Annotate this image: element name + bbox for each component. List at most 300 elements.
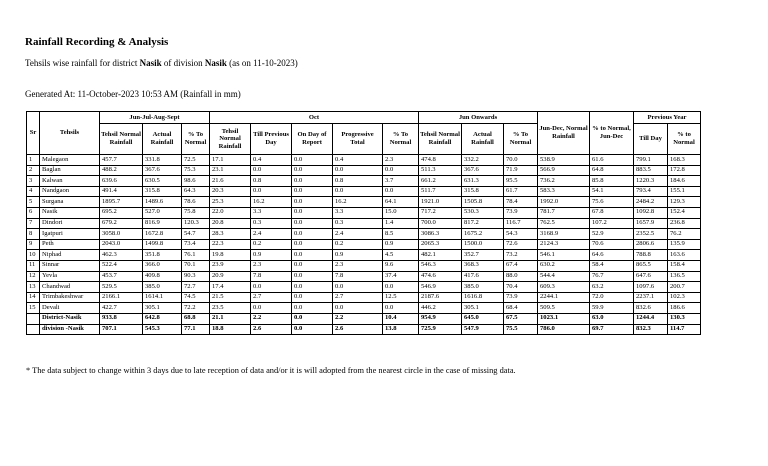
table-cell: 1921.0 xyxy=(419,197,462,208)
table-cell: 446.2 xyxy=(419,303,462,314)
table-cell: 3.3 xyxy=(251,207,292,218)
cell-sr: 4 xyxy=(27,186,40,197)
table-cell: 88.0 xyxy=(504,271,538,282)
table-cell: 136.5 xyxy=(668,271,701,282)
header-py-pct: % to Normal xyxy=(668,124,701,155)
table-cell: 509.5 xyxy=(538,303,590,314)
table-cell: 155.1 xyxy=(668,186,701,197)
table-cell: 98.6 xyxy=(182,176,210,187)
table-cell: 186.6 xyxy=(668,303,701,314)
table-cell: 172.8 xyxy=(668,165,701,176)
table-body xyxy=(27,155,701,335)
table-cell: 545.3 xyxy=(143,324,182,335)
table-cell: 2484.2 xyxy=(634,197,668,208)
table-cell: 0.0 xyxy=(333,282,383,293)
table-cell: 786.0 xyxy=(538,324,590,335)
header-oct-on-day: On Day of Report xyxy=(292,124,333,155)
table-cell: 1675.2 xyxy=(462,229,504,240)
table-cell: 647.6 xyxy=(634,271,668,282)
table-cell: 70.1 xyxy=(182,260,210,271)
table-cell: 73.9 xyxy=(504,207,538,218)
table-cell: 0.3 xyxy=(251,218,292,229)
table-cell: 1614.1 xyxy=(143,292,182,303)
table-cell: 68.8 xyxy=(182,313,210,324)
cell-tehsil: District-Nasik xyxy=(40,313,100,324)
table-cell: 72.0 xyxy=(590,292,634,303)
table-cell: 315.8 xyxy=(143,186,182,197)
table-cell: 0.0 xyxy=(292,292,333,303)
table-cell: 547.9 xyxy=(462,324,504,335)
subtitle xyxy=(25,58,298,68)
table-cell: 546.1 xyxy=(538,250,590,261)
cell-tehsil: Dindori xyxy=(40,218,100,229)
table-cell: 0.4 xyxy=(251,155,292,166)
table-cell: 76.7 xyxy=(590,271,634,282)
cell-sr: 1 xyxy=(27,155,40,166)
table-cell: 933.8 xyxy=(100,313,143,324)
table-cell: 52.9 xyxy=(590,229,634,240)
table-cell: 22.3 xyxy=(210,239,251,250)
table-cell: 21.5 xyxy=(210,292,251,303)
table-cell: 16.2 xyxy=(333,197,383,208)
cell-sr xyxy=(27,324,40,335)
table-cell: 67.4 xyxy=(504,260,538,271)
table-cell: 0.9 xyxy=(383,239,419,250)
table-cell: 453.7 xyxy=(100,271,143,282)
table-cell: 529.5 xyxy=(100,282,143,293)
cell-sr: 12 xyxy=(27,271,40,282)
table-cell: 816.9 xyxy=(143,218,182,229)
table-cell: 0.3 xyxy=(333,218,383,229)
table-cell: 0.0 xyxy=(292,282,333,293)
total-row xyxy=(27,324,701,335)
table-cell: 546.3 xyxy=(419,260,462,271)
table-cell: 3058.0 xyxy=(100,229,143,240)
table-cell: 1499.8 xyxy=(143,239,182,250)
table-cell: 707.1 xyxy=(100,324,143,335)
header-jjas-actual: Actual Rainfall xyxy=(143,124,182,155)
table-cell: 0.8 xyxy=(251,176,292,187)
table-cell: 63.2 xyxy=(590,282,634,293)
table-cell: 102.3 xyxy=(668,292,701,303)
table-cell: 631.3 xyxy=(462,176,504,187)
table-row xyxy=(27,197,701,208)
cell-sr: 10 xyxy=(27,250,40,261)
table-cell: 54.3 xyxy=(504,229,538,240)
table-cell: 799.1 xyxy=(634,155,668,166)
table-cell: 129.3 xyxy=(668,197,701,208)
table-cell: 0.0 xyxy=(292,271,333,282)
table-cell: 645.0 xyxy=(462,313,504,324)
table-cell: 0.0 xyxy=(333,165,383,176)
table-cell: 152.4 xyxy=(668,207,701,218)
table-cell: 184.6 xyxy=(668,176,701,187)
table-cell: 0.0 xyxy=(292,165,333,176)
table-cell: 2237.1 xyxy=(634,292,668,303)
table-cell: 70.0 xyxy=(504,155,538,166)
table-cell: 736.2 xyxy=(538,176,590,187)
table-cell: 20.3 xyxy=(210,186,251,197)
table-cell: 954.9 xyxy=(419,313,462,324)
table-cell: 2.3 xyxy=(383,155,419,166)
table-row xyxy=(27,186,701,197)
table-cell: 0.0 xyxy=(292,176,333,187)
table-cell: 120.3 xyxy=(182,218,210,229)
footnote: * The data subject to change within 3 days due to late reception of data and/or it is will adopted from the nearest circle in the case of missing data. xyxy=(26,366,516,375)
table-cell: 116.7 xyxy=(504,218,538,229)
table-cell: 305.1 xyxy=(143,303,182,314)
table-cell: 16.2 xyxy=(251,197,292,208)
table-cell: 72.6 xyxy=(504,239,538,250)
cell-sr: 2 xyxy=(27,165,40,176)
table-cell: 462.3 xyxy=(100,250,143,261)
table-cell: 511.3 xyxy=(419,165,462,176)
cell-tehsil: Nandgaon xyxy=(40,186,100,197)
table-cell: 530.3 xyxy=(462,207,504,218)
table-cell: 0.0 xyxy=(383,282,419,293)
table-cell: 0.0 xyxy=(251,282,292,293)
table-row xyxy=(27,250,701,261)
table-cell: 332.2 xyxy=(462,155,504,166)
table-cell: 69.7 xyxy=(590,324,634,335)
header-pct-normal-jun-dec: % to Normal, Jun-Dec xyxy=(590,112,634,155)
table-cell: 21.6 xyxy=(210,176,251,187)
table-cell: 315.8 xyxy=(462,186,504,197)
table-cell: 0.0 xyxy=(292,207,333,218)
page-title: Rainfall Recording & Analysis xyxy=(25,36,169,48)
table-cell: 1244.4 xyxy=(634,313,668,324)
table-cell: 3086.3 xyxy=(419,229,462,240)
table-row xyxy=(27,155,701,166)
header-py-till-day: Till Day xyxy=(634,124,668,155)
table-cell: 15.0 xyxy=(383,207,419,218)
cell-tehsil: Peth xyxy=(40,239,100,250)
table-cell: 8.5 xyxy=(383,229,419,240)
table-cell: 107.2 xyxy=(590,218,634,229)
table-cell: 59.9 xyxy=(590,303,634,314)
table-cell: 0.0 xyxy=(333,186,383,197)
table-cell: 163.6 xyxy=(668,250,701,261)
table-cell: 488.2 xyxy=(100,165,143,176)
table-cell: 422.7 xyxy=(100,303,143,314)
table-cell: 522.4 xyxy=(100,260,143,271)
table-cell: 7.8 xyxy=(251,271,292,282)
table-cell: 0.0 xyxy=(292,250,333,261)
cell-sr: 9 xyxy=(27,239,40,250)
cell-sr: 11 xyxy=(27,260,40,271)
header-tehsils: Tehsils xyxy=(40,112,100,155)
table-cell: 64.1 xyxy=(383,197,419,208)
table-cell: 0.0 xyxy=(292,229,333,240)
table-cell: 366.0 xyxy=(143,260,182,271)
table-cell: 21.1 xyxy=(210,313,251,324)
table-cell: 58.4 xyxy=(590,260,634,271)
table-cell: 130.3 xyxy=(668,313,701,324)
table-cell: 865.5 xyxy=(634,260,668,271)
table-cell: 1672.8 xyxy=(143,229,182,240)
table-cell: 200.7 xyxy=(668,282,701,293)
table-cell: 75.3 xyxy=(182,165,210,176)
table-cell: 75.8 xyxy=(182,207,210,218)
cell-tehsil: Igatpuri xyxy=(40,229,100,240)
header-jjas-tehsil-normal: Tehsil Normal Rainfall xyxy=(100,124,143,155)
table-cell: 18.8 xyxy=(210,324,251,335)
table-cell: 28.3 xyxy=(210,229,251,240)
table-cell: 1023.1 xyxy=(538,313,590,324)
table-cell: 2806.6 xyxy=(634,239,668,250)
table-cell: 3.3 xyxy=(333,207,383,218)
table-cell: 0.0 xyxy=(292,155,333,166)
table-cell: 3.7 xyxy=(383,176,419,187)
table-cell: 73.4 xyxy=(182,239,210,250)
table-cell: 2043.0 xyxy=(100,239,143,250)
table-cell: 1092.8 xyxy=(634,207,668,218)
table-cell: 77.1 xyxy=(182,324,210,335)
table-cell: 95.5 xyxy=(504,176,538,187)
table-cell: 352.7 xyxy=(462,250,504,261)
table-cell: 2.4 xyxy=(251,229,292,240)
table-cell: 639.6 xyxy=(100,176,143,187)
table-cell: 78.6 xyxy=(182,197,210,208)
table-cell: 70.6 xyxy=(590,239,634,250)
table-cell: 544.4 xyxy=(538,271,590,282)
table-cell: 0.0 xyxy=(292,218,333,229)
table-cell: 0.2 xyxy=(251,239,292,250)
table-cell: 0.0 xyxy=(383,165,419,176)
table-cell: 1.4 xyxy=(383,218,419,229)
table-cell: 1489.6 xyxy=(143,197,182,208)
table-cell: 762.5 xyxy=(538,218,590,229)
table-row xyxy=(27,303,701,314)
table-cell: 135.9 xyxy=(668,239,701,250)
header-jjas: Jun-Jul-Aug-Sept xyxy=(100,112,210,124)
total-row xyxy=(27,313,701,324)
table-cell: 64.6 xyxy=(590,250,634,261)
table-cell: 0.0 xyxy=(251,303,292,314)
table-cell: 474.8 xyxy=(419,155,462,166)
table-cell: 73.2 xyxy=(504,250,538,261)
table-cell: 409.8 xyxy=(143,271,182,282)
table-cell: 0.0 xyxy=(292,239,333,250)
table-cell: 2124.3 xyxy=(538,239,590,250)
table-cell: 2166.1 xyxy=(100,292,143,303)
table-cell: 72.7 xyxy=(182,282,210,293)
table-cell: 630.5 xyxy=(143,176,182,187)
cell-sr: 3 xyxy=(27,176,40,187)
cell-tehsil: Kalwan xyxy=(40,176,100,187)
table-cell: 1505.8 xyxy=(462,197,504,208)
table-cell: 0.0 xyxy=(292,260,333,271)
table-cell: 0.0 xyxy=(251,165,292,176)
table-cell: 781.7 xyxy=(538,207,590,218)
cell-tehsil: Baglan xyxy=(40,165,100,176)
cell-sr: 5 xyxy=(27,197,40,208)
table-cell: 788.8 xyxy=(634,250,668,261)
table-cell: 78.4 xyxy=(504,197,538,208)
table-row xyxy=(27,176,701,187)
header-oct-progressive: Progressive Total xyxy=(333,124,383,155)
division-name: Nasik xyxy=(204,58,227,68)
table-cell: 717.2 xyxy=(419,207,462,218)
table-cell: 10.4 xyxy=(383,313,419,324)
table-cell: 546.9 xyxy=(419,282,462,293)
subtitle-suffix: (as on 11-10-2023) xyxy=(226,58,298,68)
table-cell: 368.3 xyxy=(462,260,504,271)
table-cell: 90.3 xyxy=(182,271,210,282)
header-oct-pct: % To Normal xyxy=(383,124,419,155)
table-cell: 2.3 xyxy=(251,260,292,271)
table-cell: 71.9 xyxy=(504,165,538,176)
header-oct-tehsil-normal: Tehsil Normal Rainfall xyxy=(210,124,251,155)
table-cell: 566.9 xyxy=(538,165,590,176)
table-cell: 0.4 xyxy=(333,155,383,166)
table-cell: 2.3 xyxy=(333,260,383,271)
table-cell: 609.3 xyxy=(538,282,590,293)
table-cell: 0.9 xyxy=(251,250,292,261)
table-cell: 168.3 xyxy=(668,155,701,166)
table-cell: 883.5 xyxy=(634,165,668,176)
cell-tehsil: Malegaon xyxy=(40,155,100,166)
header-oct-till-previous: Till Previous Day xyxy=(251,124,292,155)
table-cell: 85.8 xyxy=(590,176,634,187)
table-cell: 0.8 xyxy=(333,176,383,187)
header-sr: Sr xyxy=(27,112,40,155)
table-cell: 0.0 xyxy=(292,313,333,324)
table-cell: 817.2 xyxy=(462,218,504,229)
cell-tehsil: Devali xyxy=(40,303,100,314)
header-jjas-pct: % To Normal xyxy=(182,124,210,155)
cell-sr: 6 xyxy=(27,207,40,218)
table-cell: 54.1 xyxy=(590,186,634,197)
table-cell: 1097.6 xyxy=(634,282,668,293)
table-cell: 1616.8 xyxy=(462,292,504,303)
table-cell: 417.6 xyxy=(462,271,504,282)
table-cell: 0.0 xyxy=(333,303,383,314)
table-cell: 0.0 xyxy=(292,324,333,335)
table-cell: 331.8 xyxy=(143,155,182,166)
table-cell: 236.8 xyxy=(668,218,701,229)
header-oct: Oct xyxy=(210,112,419,124)
table-row xyxy=(27,239,701,250)
table-cell: 63.0 xyxy=(590,313,634,324)
table-cell: 64.3 xyxy=(182,186,210,197)
table-row xyxy=(27,165,701,176)
table-cell: 0.0 xyxy=(251,186,292,197)
table-cell: 695.2 xyxy=(100,207,143,218)
header-jo-pct: % To Normal xyxy=(504,124,538,155)
table-cell: 73.9 xyxy=(504,292,538,303)
table-row xyxy=(27,271,701,282)
table-cell: 0.2 xyxy=(333,239,383,250)
table-cell: 67.8 xyxy=(590,207,634,218)
table-cell: 482.1 xyxy=(419,250,462,261)
table-cell: 2.7 xyxy=(333,292,383,303)
table-cell: 351.8 xyxy=(143,250,182,261)
table-cell: 13.8 xyxy=(383,324,419,335)
table-cell: 832.3 xyxy=(634,324,668,335)
header-jo-actual: Actual Rainfall xyxy=(462,124,504,155)
table-cell: 20.8 xyxy=(210,218,251,229)
table-cell: 17.1 xyxy=(210,155,251,166)
cell-tehsil: Yevla xyxy=(40,271,100,282)
table-cell: 1895.7 xyxy=(100,197,143,208)
table-cell: 642.8 xyxy=(143,313,182,324)
table-cell: 793.4 xyxy=(634,186,668,197)
table-cell: 54.7 xyxy=(182,229,210,240)
cell-tehsil: division -Nasik xyxy=(40,324,100,335)
table-cell: 7.8 xyxy=(333,271,383,282)
table-cell: 2.7 xyxy=(251,292,292,303)
table-cell: 20.9 xyxy=(210,271,251,282)
table-cell: 1657.9 xyxy=(634,218,668,229)
table-row xyxy=(27,282,701,293)
cell-sr: 14 xyxy=(27,292,40,303)
cell-tehsil: Niphad xyxy=(40,250,100,261)
table-cell: 0.9 xyxy=(333,250,383,261)
table-cell: 0.0 xyxy=(292,186,333,197)
table-cell: 367.6 xyxy=(143,165,182,176)
table-cell: 76.2 xyxy=(668,229,701,240)
table-cell: 2.2 xyxy=(251,313,292,324)
table-cell: 491.4 xyxy=(100,186,143,197)
header-jun-dec-normal: Jun-Dec, Normal Rainfall xyxy=(538,112,590,155)
table-cell: 474.6 xyxy=(419,271,462,282)
table-cell: 661.2 xyxy=(419,176,462,187)
table-cell: 61.7 xyxy=(504,186,538,197)
table-cell: 2.2 xyxy=(333,313,383,324)
table-cell: 12.5 xyxy=(383,292,419,303)
cell-sr: 8 xyxy=(27,229,40,240)
cell-sr: 15 xyxy=(27,303,40,314)
generated-at: Generated At: 11-October-2023 10:53 AM (Rainfall in mm) xyxy=(25,89,241,99)
cell-tehsil: Nasik xyxy=(40,207,100,218)
header-jo-tehsil-normal: Tehsil Normal Rainfall xyxy=(419,124,462,155)
table-cell: 23.9 xyxy=(210,260,251,271)
table-row xyxy=(27,218,701,229)
table-cell: 114.7 xyxy=(668,324,701,335)
table-cell: 23.1 xyxy=(210,165,251,176)
table-cell: 700.0 xyxy=(419,218,462,229)
table-cell: 538.9 xyxy=(538,155,590,166)
table-cell: 3168.9 xyxy=(538,229,590,240)
table-cell: 23.5 xyxy=(210,303,251,314)
table-row xyxy=(27,207,701,218)
table-cell: 72.2 xyxy=(182,303,210,314)
table-cell: 0.0 xyxy=(292,303,333,314)
table-cell: 25.3 xyxy=(210,197,251,208)
cell-tehsil: Surgana xyxy=(40,197,100,208)
table-row xyxy=(27,260,701,271)
table-cell: 1992.0 xyxy=(538,197,590,208)
table-cell: 22.0 xyxy=(210,207,251,218)
table-cell: 17.4 xyxy=(210,282,251,293)
table-cell: 0.0 xyxy=(292,197,333,208)
table-cell: 1500.0 xyxy=(462,239,504,250)
table-cell: 511.7 xyxy=(419,186,462,197)
cell-tehsil: Chandwad xyxy=(40,282,100,293)
cell-sr: 7 xyxy=(27,218,40,229)
table-cell: 72.5 xyxy=(182,155,210,166)
header-jun-onwards: Jun Onwards xyxy=(419,112,538,124)
cell-sr xyxy=(27,313,40,324)
table-cell: 2244.1 xyxy=(538,292,590,303)
table-cell: 9.6 xyxy=(383,260,419,271)
table-cell: 305.1 xyxy=(462,303,504,314)
table-cell: 2187.6 xyxy=(419,292,462,303)
table-cell: 67.5 xyxy=(504,313,538,324)
table-cell: 832.6 xyxy=(634,303,668,314)
table-cell: 74.5 xyxy=(182,292,210,303)
